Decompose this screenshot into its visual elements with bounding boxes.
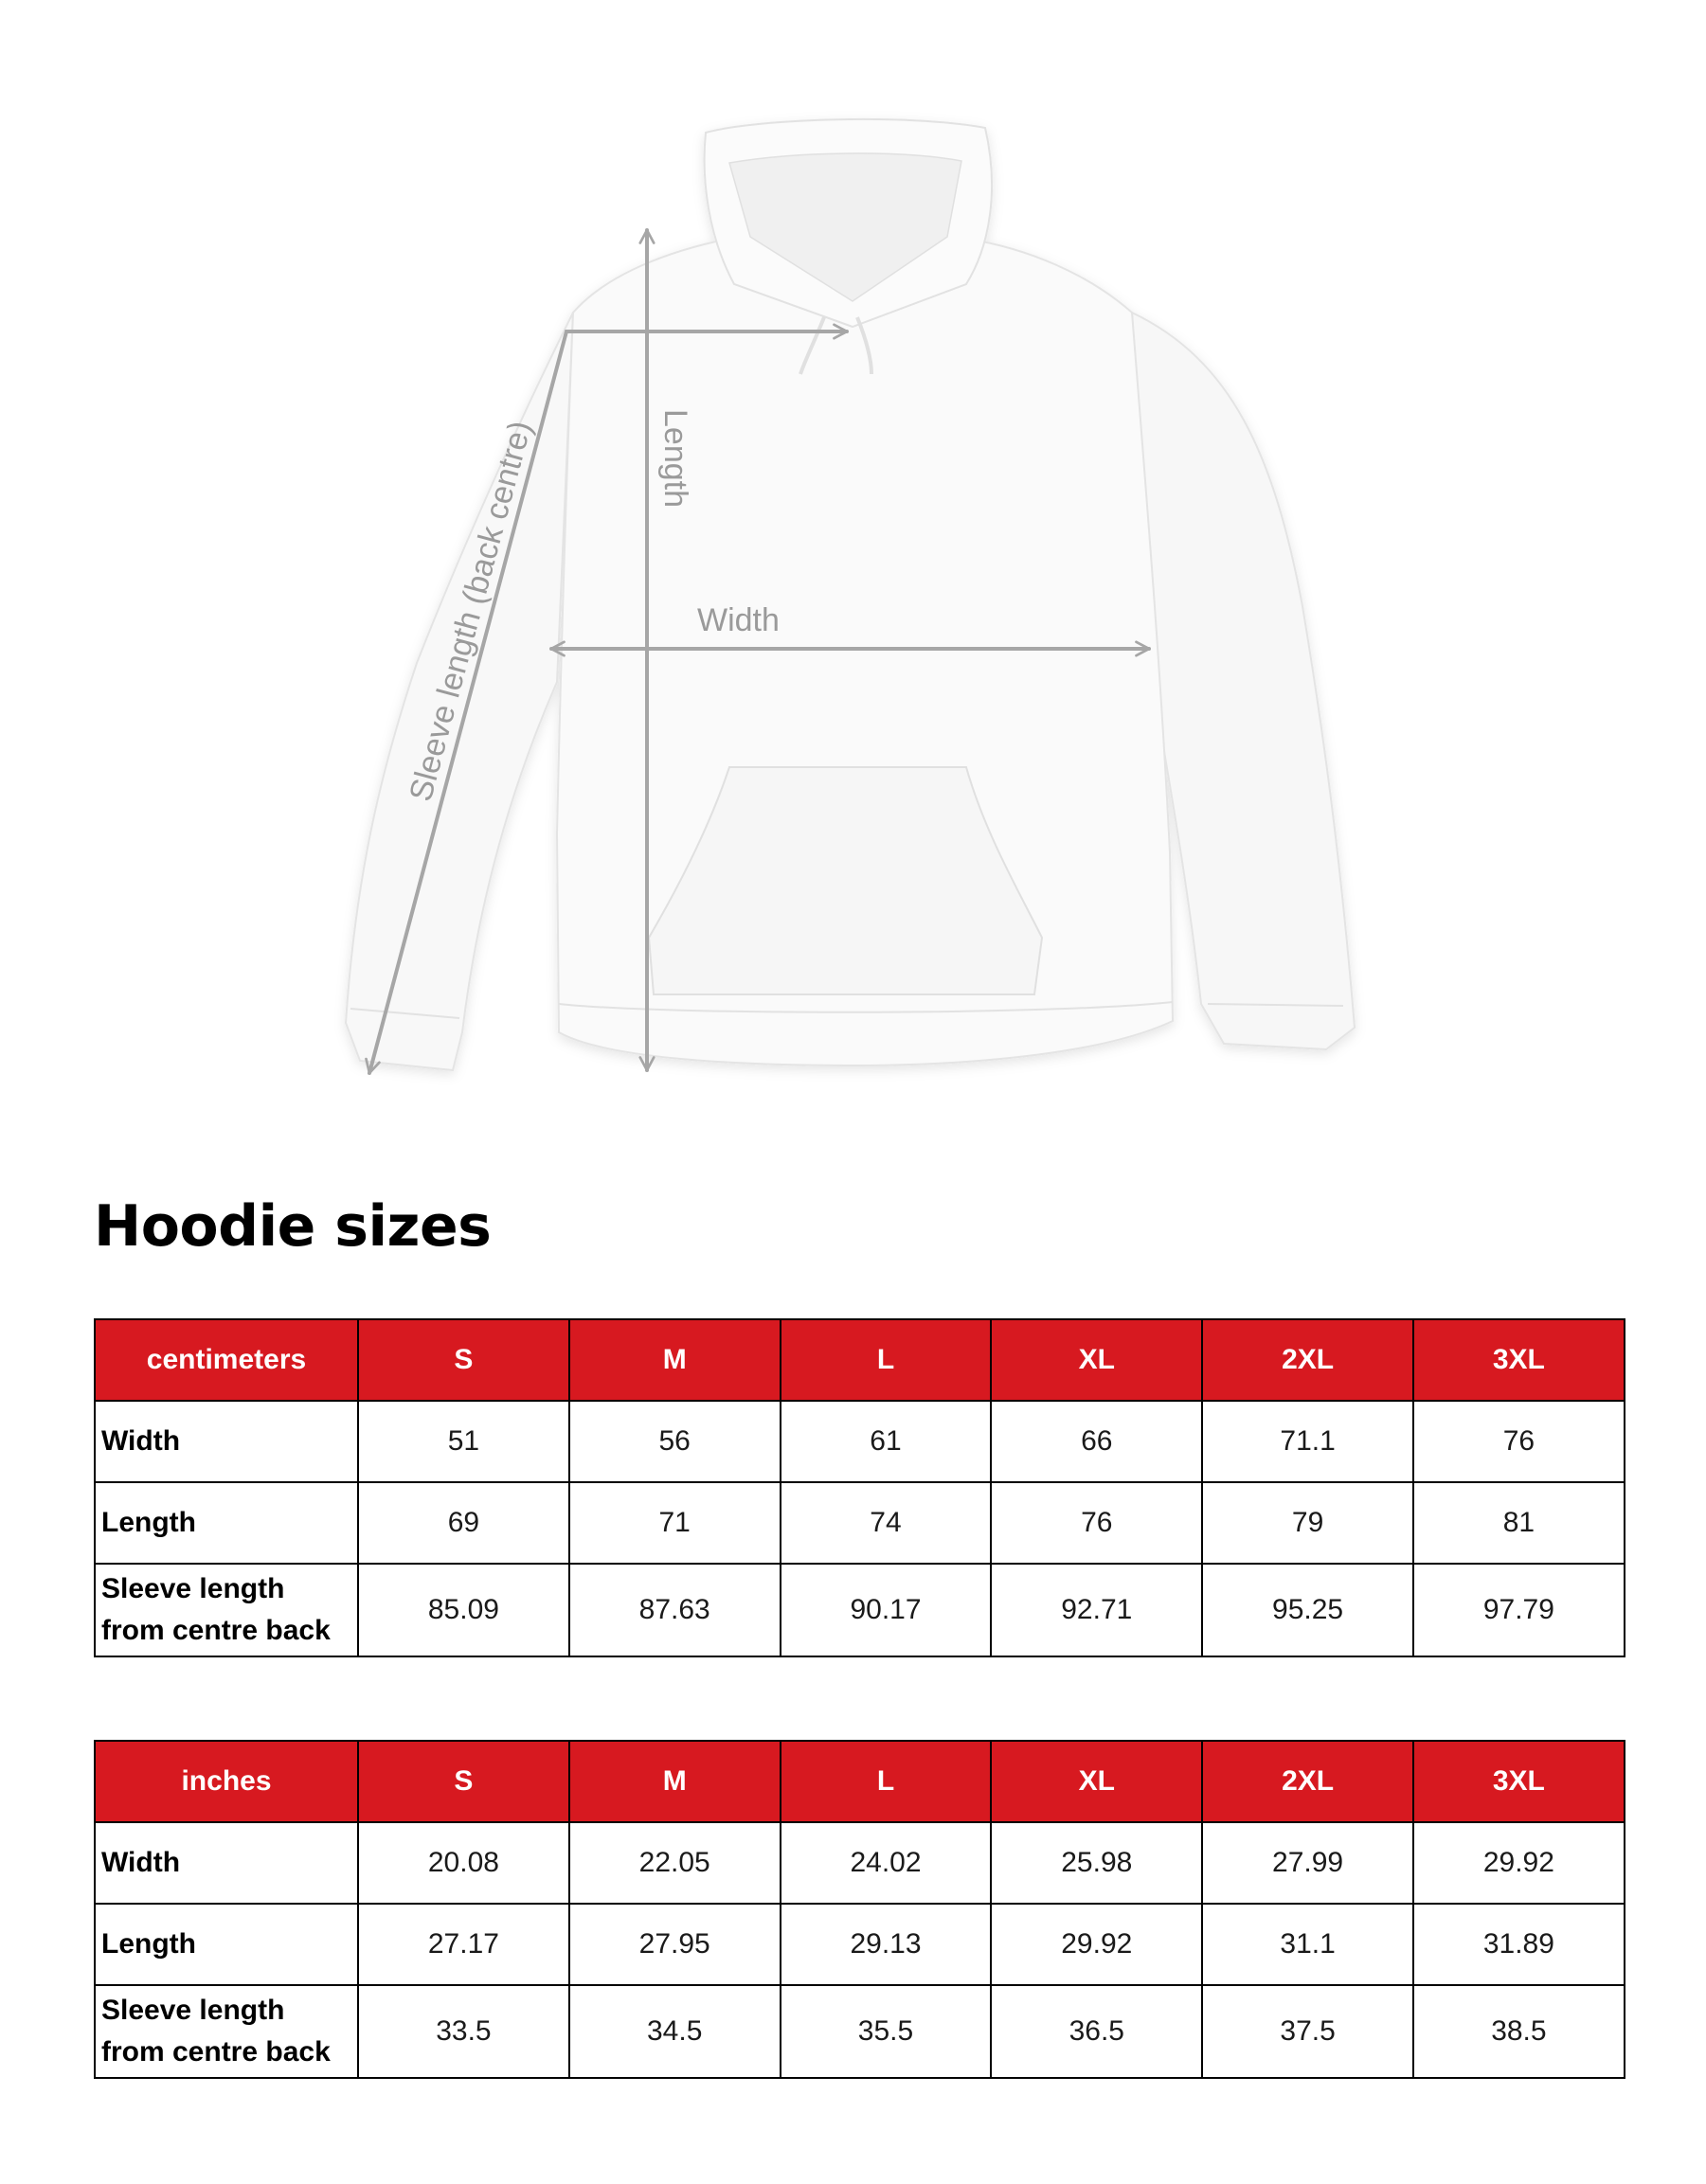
table-cell: 51 [358, 1401, 569, 1482]
row-label-length: Length [95, 1904, 358, 1985]
table-cell: 37.5 [1202, 1985, 1413, 2078]
table-row [95, 1564, 1625, 1656]
row-label-sleeve-line1: Sleeve length [101, 1573, 285, 1604]
table-cell: 29.92 [1413, 1822, 1625, 1904]
table-cell: 87.63 [569, 1564, 781, 1656]
table-cell: 90.17 [781, 1564, 992, 1656]
table-cell: 66 [991, 1401, 1202, 1482]
size-header-s: S [358, 1741, 569, 1822]
table-cell: 81 [1413, 1482, 1625, 1564]
table-cell: 71.1 [1202, 1401, 1413, 1482]
table-row [95, 1904, 1625, 1985]
row-label-sleeve [95, 1985, 358, 2078]
size-table-inches [94, 1740, 1625, 2079]
table-cell: 34.5 [569, 1985, 781, 2078]
table-cell: 76 [1413, 1401, 1625, 1482]
table-cell: 71 [569, 1482, 781, 1564]
row-label-sleeve-line2: from centre back [101, 1615, 331, 1646]
table-cell: 22.05 [569, 1822, 781, 1904]
table-cell: 61 [781, 1401, 992, 1482]
page-title: Hoodie sizes [94, 1193, 492, 1260]
table-row [95, 1985, 1625, 2078]
size-header-s: S [358, 1319, 569, 1401]
table-header-row [95, 1741, 1625, 1822]
row-label-sleeve-line2: from centre back [101, 2036, 331, 2068]
size-header-l: L [781, 1319, 992, 1401]
table-cell: 31.89 [1413, 1904, 1625, 1985]
row-label-length: Length [95, 1482, 358, 1564]
table-cell: 85.09 [358, 1564, 569, 1656]
length-label: Length [657, 409, 693, 508]
table-cell: 76 [991, 1482, 1202, 1564]
table-cell: 25.98 [991, 1822, 1202, 1904]
table-cell: 79 [1202, 1482, 1413, 1564]
size-header-3xl: 3XL [1413, 1319, 1625, 1401]
table-cell: 27.99 [1202, 1822, 1413, 1904]
table-row [95, 1482, 1625, 1564]
unit-header: inches [95, 1741, 358, 1822]
table-cell: 92.71 [991, 1564, 1202, 1656]
table-cell: 29.13 [781, 1904, 992, 1985]
size-header-xl: XL [991, 1741, 1202, 1822]
size-header-m: M [569, 1741, 781, 1822]
table-row [95, 1822, 1625, 1904]
table-cell: 69 [358, 1482, 569, 1564]
sleeve-label: Sleeve length (back centre) [403, 417, 539, 806]
table-cell: 56 [569, 1401, 781, 1482]
table-cell: 20.08 [358, 1822, 569, 1904]
size-table-centimeters [94, 1318, 1625, 1657]
table-header-row [95, 1319, 1625, 1401]
width-label: Width [697, 602, 780, 638]
size-header-m: M [569, 1319, 781, 1401]
table-cell: 31.1 [1202, 1904, 1413, 1985]
row-label-sleeve [95, 1564, 358, 1656]
table-row [95, 1401, 1625, 1482]
table-cell: 24.02 [781, 1822, 992, 1904]
size-header-xl: XL [991, 1319, 1202, 1401]
row-label-width: Width [95, 1401, 358, 1482]
size-header-2xl: 2XL [1202, 1741, 1413, 1822]
row-label-width: Width [95, 1822, 358, 1904]
unit-header: centimeters [95, 1319, 358, 1401]
table-cell: 33.5 [358, 1985, 569, 2078]
table-cell: 74 [781, 1482, 992, 1564]
size-header-l: L [781, 1741, 992, 1822]
table-cell: 95.25 [1202, 1564, 1413, 1656]
size-header-3xl: 3XL [1413, 1741, 1625, 1822]
table-cell: 27.17 [358, 1904, 569, 1985]
row-label-sleeve-line1: Sleeve length [101, 1995, 285, 2026]
table-cell: 38.5 [1413, 1985, 1625, 2078]
table-cell: 27.95 [569, 1904, 781, 1985]
table-cell: 35.5 [781, 1985, 992, 2078]
table-cell: 29.92 [991, 1904, 1202, 1985]
size-header-2xl: 2XL [1202, 1319, 1413, 1401]
table-cell: 36.5 [991, 1985, 1202, 2078]
table-cell: 97.79 [1413, 1564, 1625, 1656]
